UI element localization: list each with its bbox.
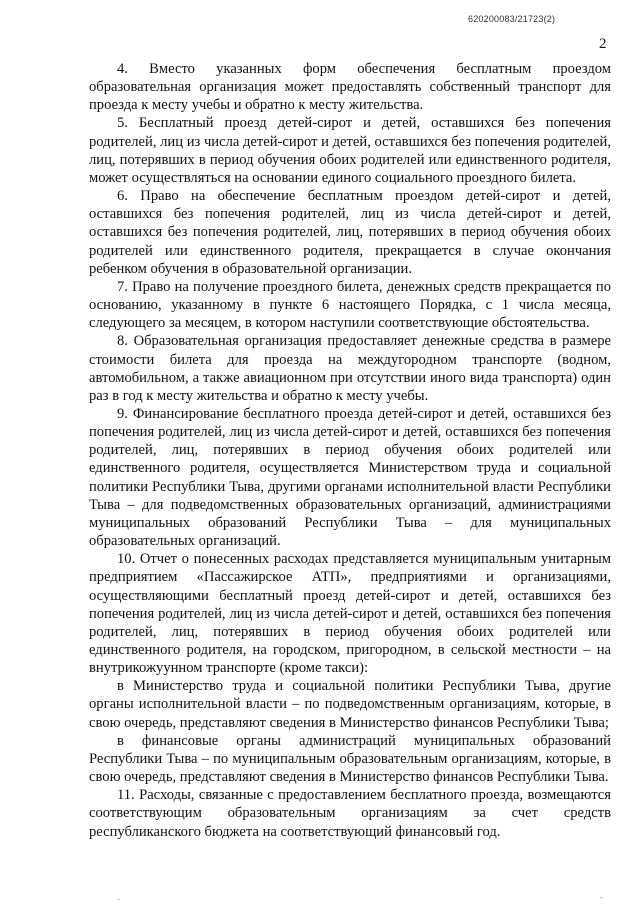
paragraph-5: 5. Бесплатный проезд детей-сирот и детей, оставшихся без попечения родителей, лиц из числа детей-сирот и детей, оставшихся без попечения родителей, лиц, потерявших в период обучения обоих родителей или единственного родителя, может осуществляться на основании единого социального проездного билета. — [89, 115, 611, 186]
scan-speck: . — [118, 893, 121, 902]
paragraph-4: 4. Вместо указанных форм обеспечения бесплатным проездом образовательная организация может предоставлять собственный транспорт для проезда к месту учебы и обратно к месту жительства. — [89, 61, 611, 114]
paragraph-10-ministry-item: в Министерство труда и социальной политики Республики Тыва, другие органы исполнительной власти – по подведомственным организациям, которые, в свою очередь, представляют сведения в Министерство финансов Республики Тыва; — [89, 678, 611, 731]
paragraph-10-municipal-item: в финансовые органы администраций муниципальных образований Республики Тыва – по муниципальным образовательным организациям, которые, в свою очередь, представляют сведения в Министерство финансов Республики Тыва. — [89, 732, 611, 786]
paragraph-7: 7. Право на получение проездного билета, денежных средств прекращается по основанию, указанному в пункте 6 настоящего Порядка, с 1 числа месяца, следующего за месяцем, в котором наступили соответствующие обстоятельства. — [89, 278, 611, 332]
paragraph-9: 9. Финансирование бесплатного проезда детей-сирот и детей, оставшихся без попечения родителей, лиц из числа детей-сирот и детей, оставшихся без попечения родителей, лиц, потерявших в период обучения обоих родителей или единственного родителя, осуществляется Министерством труда и социальной политики Республики Тыва, другими органами исполнительной власти Республики Тыва – для подведомственных образовательных организаций, администрациями муниципальных образований Республики Тыва – для муниципальных образовательных организаций. — [89, 405, 611, 550]
paragraph-11: 11. Расходы, связанные с предоставлением бесплатного проезда, возмещаются соответствующим образовательным организациям за счет средств республиканского бюджета на соответствующий финансовый год. — [89, 787, 611, 840]
paragraph-8: 8. Образовательная организация предоставляет денежные средства в размере стоимости билета для проезда на междугородном транспорте (водном, автомобильном, а также авиационном при отсутствии иного вида транспорта) один раз в год к месту жительства и обратно к месту учебы. — [89, 333, 611, 404]
paragraph-6: 6. Право на обеспечение бесплатным проездом детей-сирот и детей, оставшихся без попечения родителей, лиц из числа детей-сирот и детей, оставшихся без попечения родителей, лиц, потерявших в период обучения обоих родителей или единственного родителя, прекращается в случае окончания ребенком обучения в образовательной организации. — [89, 188, 611, 277]
paragraph-10: 10. Отчет о понесенных расходах представляется муниципальным унитарным предприятием «Пассажирское АТП», предприятиями и организациями, осуществляющими бесплатный проезд детей-сирот и детей, оставшихся без попечения родителей, лиц из числа детей-сирот и детей, оставшихся без попечения родителей, лиц, потерявших в период обучения обоих родителей или единственного родителя, на городском, пригородном, в сельской местности – на внутрикожуунном транспорте (кроме такси): — [89, 551, 611, 677]
document-body — [89, 60, 611, 841]
page-number: 2 — [599, 36, 607, 52]
document-id: 620200083/21723(2) — [468, 14, 556, 24]
scan-speck: - — [600, 893, 603, 902]
